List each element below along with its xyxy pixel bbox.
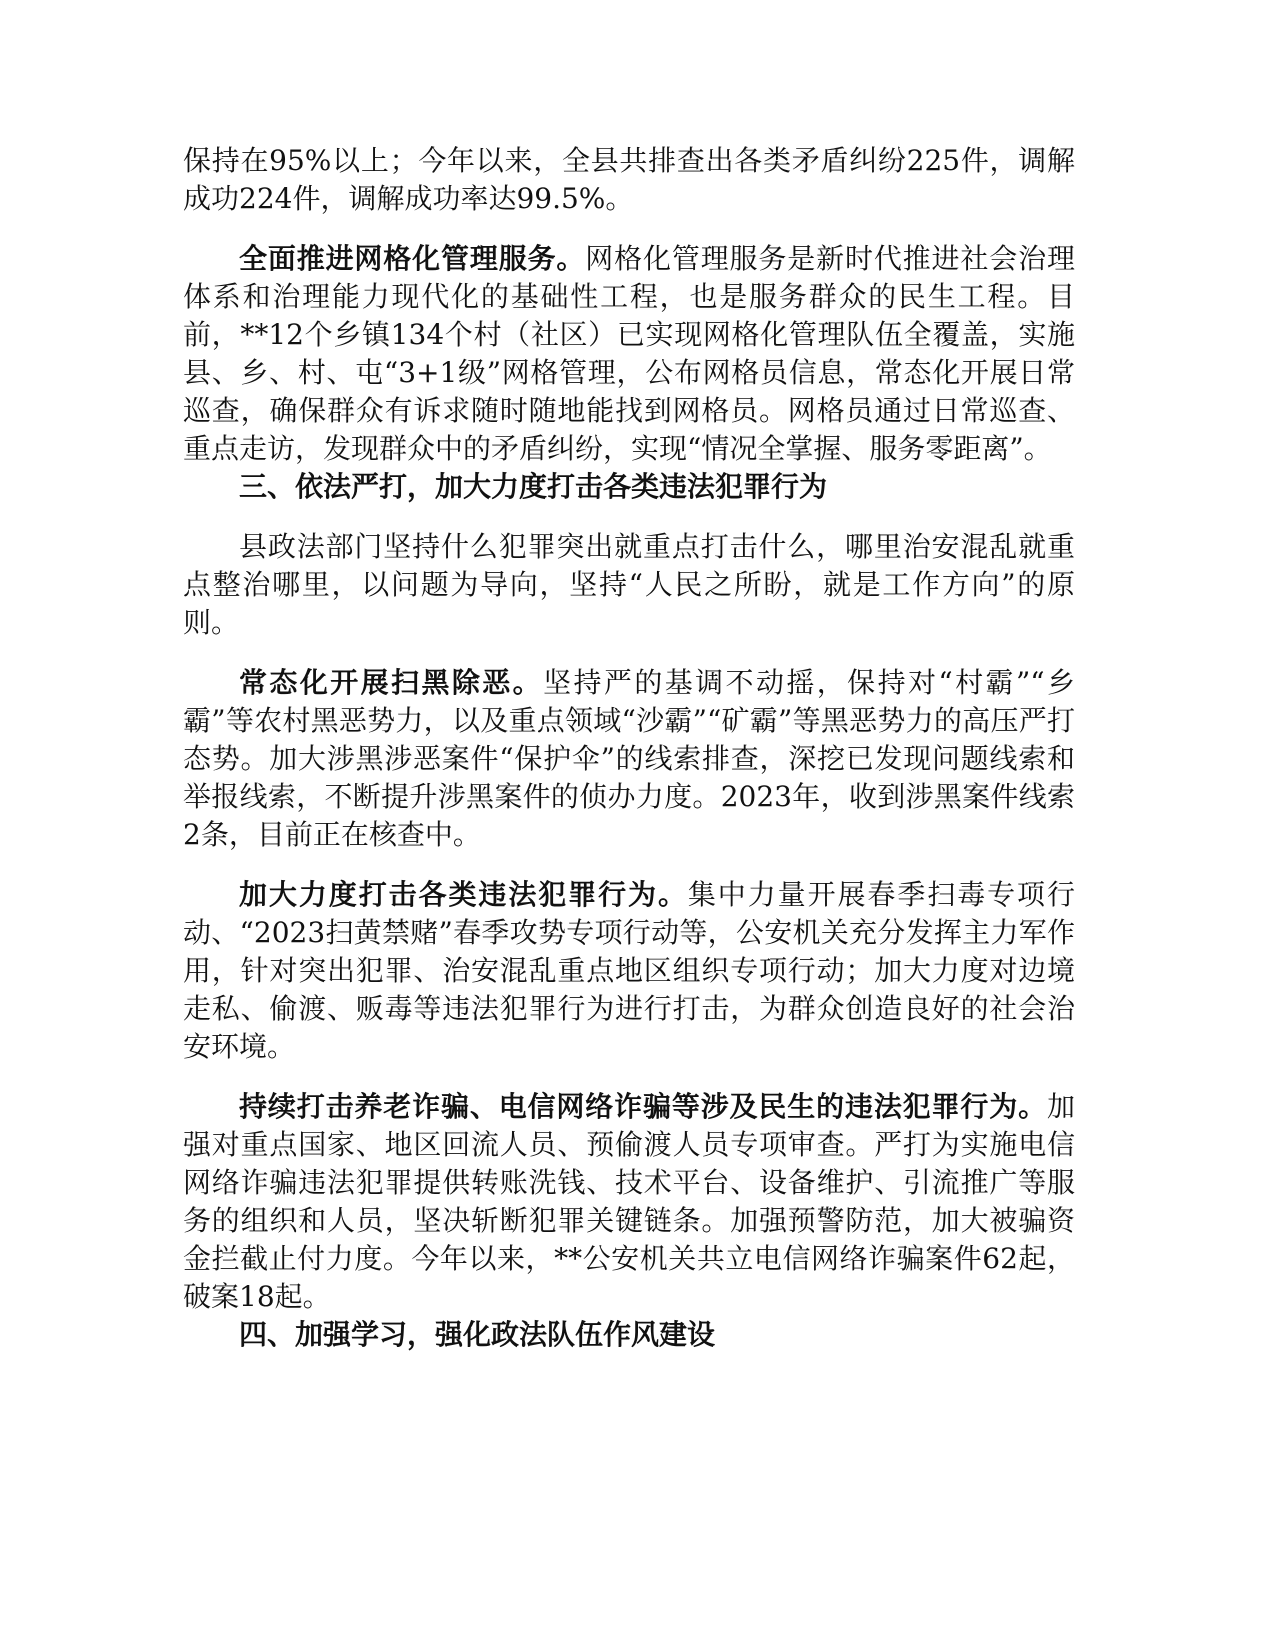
paragraph-anti-gang bbox=[183, 664, 1075, 854]
paragraph-text: 集中力量开展春季扫毒专项行动、“2023扫黄禁赌”春季攻势专项行动等，公安机关充分发挥主力军作用，针对突出犯罪、治安混乱重点地区组织专项行动；加大力度对边境走私、偷渡、贩毒等违法犯罪行为进行打击，为群众创造良好的社会治安环境。 bbox=[183, 878, 1075, 1063]
paragraph-lead: 加大力度打击各类违法犯罪行为。 bbox=[239, 878, 688, 911]
section-heading-three: 三、依法严打，加大力度打击各类违法犯罪行为 bbox=[239, 470, 828, 503]
paragraph-lead: 常态化开展扫黑除恶。 bbox=[239, 666, 544, 699]
paragraph-fraud bbox=[183, 1088, 1075, 1316]
section-heading-four: 四、加强学习，强化政法队伍作风建设 bbox=[239, 1318, 716, 1351]
paragraph-text: 县政法部门坚持什么犯罪突出就重点打击什么，哪里治安混乱就重点整治哪里，以问题为导向，坚持“人民之所盼，就是工作方向”的原则。 bbox=[183, 530, 1075, 639]
paragraph-text: 网格化管理服务是新时代推进社会治理体系和治理能力现代化的基础性工程，也是服务群众的民生工程。目前，**12个乡镇134个村（社区）已实现网格化管理队伍全覆盖，实施县、乡、村、屯“3+1级”网格管理，公布网格员信息，常态化开展日常巡查，确保群众有诉求随时随地能找到网格员。网格员通过日常巡查、重点走访，发现群众中的矛盾纠纷，实现“情况全掌握、服务零距离”。 bbox=[183, 242, 1075, 465]
document-page bbox=[183, 142, 1075, 1354]
paragraph-crackdown bbox=[183, 876, 1075, 1066]
paragraph-mediation-stats bbox=[183, 142, 1075, 218]
paragraph-text: 坚持严的基调不动摇，保持对“村霸”“乡霸”等农村黑恶势力，以及重点领域“沙霸”“矿霸”等黑恶势力的高压严打态势。加大涉黑涉恶案件“保护伞”的线索排查，深挖已发现问题线索和举报线索，不断提升涉黑案件的侦办力度。2023年，收到涉黑案件线索2条，目前正在核查中。 bbox=[183, 666, 1075, 851]
paragraph-lead: 全面推进网格化管理服务。 bbox=[239, 242, 586, 275]
paragraph-crime-focus bbox=[183, 528, 1075, 642]
paragraph-lead: 持续打击养老诈骗、电信网络诈骗等涉及民生的违法犯罪行为。 bbox=[239, 1090, 1047, 1123]
paragraph-text: 加强对重点国家、地区回流人员、预偷渡人员专项审查。严打为实施电信网络诈骗违法犯罪提供转账洗钱、技术平台、设备维护、引流推广等服务的组织和人员，坚决斩断犯罪关键链条。加强预警防范，加大被骗资金拦截止付力度。今年以来，**公安机关共立电信网络诈骗案件62起，破案18起。 bbox=[183, 1090, 1075, 1313]
paragraph-grid-management bbox=[183, 240, 1075, 468]
paragraph-text: 保持在95%以上；今年以来，全县共排查出各类矛盾纠纷225件，调解成功224件，调解成功率达99.5%。 bbox=[183, 144, 1075, 215]
